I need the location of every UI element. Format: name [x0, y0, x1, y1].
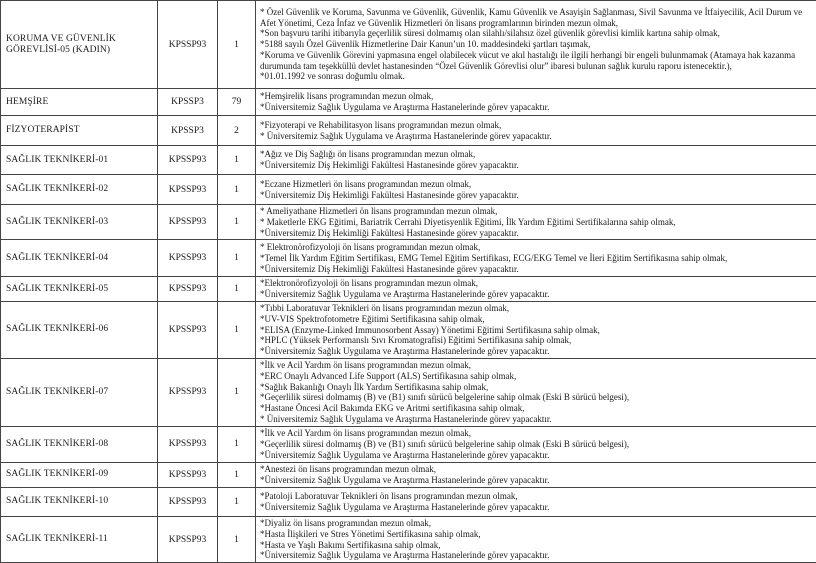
requirement-line: * Maketlerle EKG Eğitimi, Bariatrik Cerrahi Diyetisyenlik Eğitimi, İlk Yardım Eğitimi Sertifikalarına sahip olmak, [260, 217, 814, 228]
requirement-line: *Üniversitemiz Sağlık Uygulama ve Araştırma Hastanelerinde görev yapacaktır. [260, 450, 814, 461]
requirement-line: *Tıbbi Laboratuvar Teknikleri ön lisans programından mezun olmak, [260, 303, 814, 314]
requirement-line: *İlk ve Acil Yardım ön lisans programından mezun olmak, [260, 428, 814, 439]
position-title-cell: SAĞLIK TEKNİKERİ-06 [1, 301, 158, 358]
quota-cell: 1 [218, 175, 256, 205]
table-row [1, 426, 816, 462]
requirement-line: *Üniversitemiz Diş Hekimliği Fakültesi Hastanesinde görev yapacaktır. [260, 160, 814, 171]
table-row [1, 116, 816, 146]
requirement-line: *Eczane Hizmetleri ön lisans programından mezun olmak, [260, 179, 814, 190]
quota-cell: 1 [218, 146, 256, 175]
requirements-cell [256, 487, 816, 516]
requirement-line: *İlk ve Acil Yardım ön lisans programından mezun olmak, [260, 360, 814, 371]
requirement-line: *Üniversitemiz Sağlık Uygulama ve Araştırma Hastanelerinde görev yapacaktır. [260, 502, 814, 513]
table-row [1, 462, 816, 487]
requirements-cell [256, 462, 816, 487]
requirement-line: *Koruma ve Güvenlik Görevini yapmasına engel olabilecek vücut ve akıl hastalığı ile ilgili herhangi bir engeli bulunmamak (Atamaya hak kazanma durumunda tam teşekküllü devlet hastanesinden “Özel Güvenlik Görevlisi olur” ibaresi bulunan sağlık kurulu raporu istenecektir.), [260, 50, 814, 72]
requirements-cell [256, 240, 816, 277]
requirement-line: *Üniversitemiz Sağlık Uygulama ve Araştırma Hastanelerinde görev yapacaktır. [260, 289, 814, 300]
requirements-cell [256, 205, 816, 240]
requirements-cell [256, 426, 816, 462]
exam-type-cell: KPSSP93 [158, 301, 218, 358]
requirement-line: *Sağlık Bakanlığı Onaylı İlk Yardım Sertifikasına sahip olmak, [260, 382, 814, 393]
requirement-line: *Son başvuru tarihi itibarıyla geçerlilik süresi dolmamış olan silahlı/silahsız özel güvenlik görevlisi kimlik kartına sahip olmak, [260, 28, 814, 39]
requirement-line: *Ağız ve Diş Sağlığı ön lisans programından mezun olmak, [260, 149, 814, 160]
position-title-cell: SAĞLIK TEKNİKERİ-07 [1, 358, 158, 426]
quota-cell: 1 [218, 301, 256, 358]
quota-cell: 1 [218, 1, 256, 89]
exam-type-cell: KPSSP93 [158, 277, 218, 302]
position-title-cell: SAĞLIK TEKNİKERİ-02 [1, 175, 158, 205]
quota-cell: 1 [218, 426, 256, 462]
requirement-line: *Temel İlk Yardım Eğitim Sertifikası, EMG Temel Eğitim Sertifikası, ECG/EKG Temel ve İleri Eğitim Sertifikasına sahip olmak, [260, 253, 814, 264]
quota-cell: 1 [218, 205, 256, 240]
requirement-line: * Ameliyathane Hizmetleri ön lisans programından mezun olmak, [260, 206, 814, 217]
requirement-line: * Özel Güvenlik ve Koruma, Savunma ve Güvenlik, Güvenlik, Kamu Güvenlik ve Asayişin Sağlanması, Sivil Savunma ve İtfaiyecilik, Acil Durum ve Afet Yönetimi, Ceza İnfaz ve Güvenlik Hizmetleri ön lisans programlarının birinden mezun olmak, [260, 7, 814, 29]
requirement-line: *Üniversitemiz Diş Hekimliği Fakültesi Hastanesinde görev yapacaktır. [260, 190, 814, 201]
quota-cell: 2 [218, 116, 256, 146]
requirements-cell [256, 1, 816, 89]
table-row [1, 277, 816, 302]
table-row [1, 358, 816, 426]
requirement-line: *Geçerlilik süresi dolmamış (B) ve (B1) sınıfı sürücü belgelerine sahip olmak (Eski B sürücü belgesi), [260, 392, 814, 403]
exam-type-cell: KPSSP93 [158, 1, 218, 89]
requirement-line: *Üniversitemiz Sağlık Uygulama ve Araştırma Hastanelerinde görev yapacaktır. [260, 550, 814, 561]
requirement-line: *Üniversitemiz Sağlık Uygulama ve Araştırma Hastanelerinde görev yapacaktır. [260, 475, 814, 486]
table-row [1, 205, 816, 240]
position-title-cell: FİZYOTERAPİST [1, 116, 158, 146]
exam-type-cell: KPSSP93 [158, 240, 218, 277]
position-title-cell: KORUMA VE GÜVENLİK GÖREVLİSİ-05 (KADIN) [1, 1, 158, 89]
requirements-cell [256, 175, 816, 205]
exam-type-cell: KPSSP93 [158, 516, 218, 562]
requirements-cell [256, 146, 816, 175]
exam-type-cell: KPSSP93 [158, 205, 218, 240]
position-title-cell: SAĞLIK TEKNİKERİ-05 [1, 277, 158, 302]
quota-cell: 79 [218, 89, 256, 116]
requirements-cell [256, 116, 816, 146]
requirements-cell [256, 301, 816, 358]
table-row [1, 1, 816, 89]
requirement-line: *Üniversitemiz Sağlık Uygulama ve Araştırma Hastanelerinde görev yapacaktır. [260, 346, 814, 357]
requirement-line: *01.01.1992 ve sonrası doğumlu olmak. [260, 71, 814, 82]
position-title-cell: SAĞLIK TEKNİKERİ-01 [1, 146, 158, 175]
position-title-cell: SAĞLIK TEKNİKERİ-10 [1, 487, 158, 516]
exam-type-cell: KPSSP3 [158, 89, 218, 116]
requirements-cell [256, 89, 816, 116]
exam-type-cell: KPSSP93 [158, 487, 218, 516]
requirement-line: *ERC Onaylı Advanced Life Support (ALS) Sertifikasına sahip olmak, [260, 371, 814, 382]
requirement-line: * Elektronörofizyoloji ön lisans programından mezun olmak, [260, 242, 814, 253]
exam-type-cell: KPSSP93 [158, 358, 218, 426]
exam-type-cell: KPSSP93 [158, 462, 218, 487]
quota-cell: 1 [218, 516, 256, 562]
requirement-line: *Fizyoterapi ve Rehabilitasyon lisans programından mezun olmak, [260, 120, 814, 131]
table-row [1, 175, 816, 205]
requirement-line: *HPLC (Yüksek Performanslı Sıvı Kromatografisi) Eğitimi Sertifikasına sahip olmak, [260, 335, 814, 346]
requirement-line: *Üniversitemiz Diş Hekimliği Fakültesi Hastanesinde görev yapacaktır. [260, 264, 814, 275]
requirement-line: *Hasta İlişkileri ve Stres Yönetimi Sertifikasına sahip olmak, [260, 529, 814, 540]
requirement-line: *Diyaliz ön lisans programından mezun olmak, [260, 518, 814, 529]
quota-cell: 1 [218, 487, 256, 516]
requirement-line: *Hasta ve Yaşlı Bakımı Sertifikasına sahip olmak, [260, 540, 814, 551]
requirement-line: *Üniversitemiz Diş Hekimliği Fakültesi Hastanesinde görev yapacaktır. [260, 228, 814, 239]
table-row [1, 146, 816, 175]
exam-type-cell: KPSSP3 [158, 116, 218, 146]
table-row [1, 516, 816, 562]
requirement-line: *Geçerlilik süresi dolmamış (B) ve (B1) sınıfı sürücü belgelerine sahip olmak (Eski B sürücü belgesi), [260, 439, 814, 450]
requirement-line: * Üniversitemiz Sağlık Uygulama ve Araştırma Hastanelerinde görev yapacaktır. [260, 131, 814, 142]
requirement-line: *Hastane Öncesi Acil Bakımda EKG ve Aritmi sertifikasına sahip olmak, [260, 403, 814, 414]
requirement-line: *UV-VIS Spektrofotometre Eğitimi Sertifikasına sahip olmak, [260, 314, 814, 325]
quota-cell: 1 [218, 358, 256, 426]
position-title-cell: SAĞLIK TEKNİKERİ-03 [1, 205, 158, 240]
quota-cell: 1 [218, 240, 256, 277]
exam-type-cell: KPSSP93 [158, 426, 218, 462]
requirement-line: *Üniversitemiz Sağlık Uygulama ve Araştırma Hastanelerinde görev yapacaktır. [260, 102, 814, 113]
position-title-cell: SAĞLIK TEKNİKERİ-09 [1, 462, 158, 487]
table-row [1, 301, 816, 358]
requirement-line: *Patoloji Laboratuvar Teknikleri ön lisans programından mezun olmak, [260, 491, 814, 502]
table-row [1, 240, 816, 277]
quota-cell: 1 [218, 277, 256, 302]
exam-type-cell: KPSSP93 [158, 175, 218, 205]
quota-cell: 1 [218, 462, 256, 487]
requirement-line: *Hemşirelik lisans programından mezun olmak, [260, 91, 814, 102]
requirement-line: *Elektronörofizyoloji ön lisans programından mezun olmak, [260, 278, 814, 289]
position-title-cell: HEMŞİRE [1, 89, 158, 116]
requirement-line: *Anestezi ön lisans programından mezun olmak, [260, 464, 814, 475]
position-title-cell: SAĞLIK TEKNİKERİ-04 [1, 240, 158, 277]
position-title-cell: SAĞLIK TEKNİKERİ-11 [1, 516, 158, 562]
job-positions-table-body [1, 1, 816, 563]
table-row [1, 487, 816, 516]
requirements-cell [256, 516, 816, 562]
requirements-cell [256, 358, 816, 426]
exam-type-cell: KPSSP93 [158, 146, 218, 175]
requirement-line: * Üniversitemiz Sağlık Uygulama ve Araştırma Hastanelerinde görev yapacaktır. [260, 414, 814, 425]
position-title-cell: SAĞLIK TEKNİKERİ-08 [1, 426, 158, 462]
table-row [1, 89, 816, 116]
requirements-cell [256, 277, 816, 302]
requirement-line: *5188 sayılı Özel Güvenlik Hizmetlerine Dair Kanun’un 10. maddesindeki şartları taşımak, [260, 39, 814, 50]
requirement-line: *ELISA (Enzyme-Linked Immunosorbent Assay) Yönetimi Eğitimi Sertifikasına sahip olmak, [260, 325, 814, 336]
